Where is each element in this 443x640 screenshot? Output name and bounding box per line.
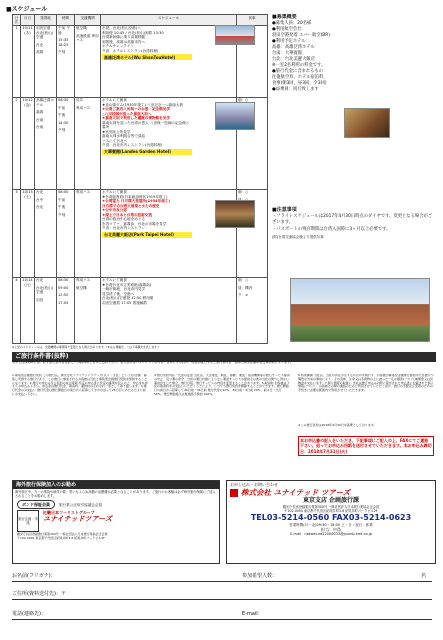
info-line: 台南：大華賓館	[272, 51, 303, 57]
schedule-highlight: ★湖上で日本と台湾の技術交流	[102, 212, 152, 217]
notes-panel	[272, 207, 436, 240]
schedule-line: ホテルにて朝食	[102, 98, 127, 103]
schedule-line: ★烏山頭ダム(1930年竣工) 八田記念一つ嘉南大圳	[102, 102, 184, 107]
company-logo-icon	[230, 489, 238, 497]
schedule-header-cell: 発着地	[35, 15, 57, 26]
info-line: 往復航空券、ホテル宿泊料、	[272, 75, 328, 81]
schedule-line: ★官田區公所見学	[102, 129, 131, 134]
day-date: 10/13 (土)	[21, 189, 35, 277]
photo-presidential-office	[290, 278, 430, 342]
schedule-line: 台湾新幹線に乗り高雄移動	[102, 35, 146, 40]
conditions-col-1: 1.募集型企画旅行契約 この旅行は、株式会社ユナイテッドツアーズ(以下「当社」という)が企画・募集し実施する旅行であり、この旅行に参加されるお客様は当社と募集型企画旅行契約を締結することになります。2.旅行の申込み及び契約の成立時期 所定の申込書に所定の事項を記入の上、申込金を添えてお申込み下さい。申込金は旅行代金、取消料、違約料のそれぞれ一部として取り扱います。3.旅行代金のお支払い 旅行代金は旅行開始日の前日から起算してさかのぼって21日目にあたる日より前にお支払い下さい。	[12, 374, 148, 396]
phone-label: 電話(連絡先)：	[12, 610, 46, 617]
schedule-line: ★台湾総督府(日本統治時代1919年竣工)	[102, 194, 168, 199]
day-times: 午前 午後 15:35 18:25 夕刻	[57, 25, 75, 97]
group-name: 近畿日本ツーリストグループ	[43, 510, 95, 516]
schedule-highlight: 日月潭での台湾大展業と水力の歴史	[102, 203, 160, 208]
info-line: 高雄：高雄泛湾ホテル	[272, 45, 315, 51]
schedule-line: 台湾の政治中心地をめぐる	[102, 217, 146, 222]
day-number: 1	[13, 25, 21, 97]
schedule-line: 出発、台北(松山空港)へ	[102, 26, 141, 31]
day-date: 10/14 (日)	[21, 277, 35, 343]
schedule-highlight: ★台中市長公邸	[102, 208, 127, 213]
schedule-line: 台北(松山)空港発 12:50 利用便	[102, 296, 154, 301]
overseas-title: 海外旅行保険加入のお勧め	[13, 481, 219, 489]
schedule-line: 嘉南大圳を造った台湾の恩人 八田與一技師の記念館と墓所	[102, 120, 190, 130]
schedule-line: ホテルにて朝食	[102, 278, 127, 283]
company-logo-text: ユナイテッドツアーズ	[43, 515, 112, 524]
schedule-line: 到着後、高雄は高雄市内へ	[102, 39, 146, 44]
conditions-subtitle: お申し込みの際には、必ず旅行条件書を詳しくお読みの上お申し込み下さい。旅行条件はパンフレットの内容・条件によるほか、別途お渡しするご旅行条件書・最終日程表記載の旅行業約款によります。	[12, 360, 294, 364]
day-transport: 専用バス 航空機	[75, 277, 101, 343]
schedule-row	[13, 277, 268, 343]
day-places: 高雄泛湾ホテル 嘉義 台南 台南	[35, 97, 57, 189]
contact-box	[226, 480, 436, 564]
info-line: ●利用航空会社：	[272, 27, 306, 33]
count-unit: 名	[420, 572, 426, 579]
schedule-header-cell: 食事	[237, 15, 268, 26]
photo-building	[215, 200, 255, 228]
info-line: 食事(朝3回、昼3回、夕3回)	[272, 81, 327, 87]
schedule-line: 一般市街地、台北市内見学	[102, 287, 146, 292]
schedule-header-cell: 時間	[57, 15, 75, 26]
conditions-date-note: ※この旅行条件は2018年4月30日を基準としております。	[298, 423, 377, 427]
day-number: 3	[13, 189, 21, 277]
day-times: 08:00 午前 午後 夕刻	[57, 189, 75, 277]
day-transport: 専用バス	[75, 189, 101, 277]
info-line: ●旅行代金に含まれるもの：	[272, 69, 328, 75]
count-label: 参加希望人数：	[242, 572, 278, 579]
day-date: 10/12 (金)	[21, 97, 35, 189]
info-line: ●添乗員：同行致します	[272, 87, 319, 93]
day-schedule	[101, 277, 237, 343]
mgr-label: 旅行企画・実施	[17, 510, 39, 532]
name-label: お名前(フリガナ)：	[12, 572, 56, 579]
form-row-address	[12, 586, 432, 600]
info-line: ●利用予定ホテル：	[272, 39, 310, 45]
email-label: E-mail：	[242, 610, 263, 617]
day-date: 10/11 (木)	[21, 25, 35, 97]
schedule-line: 夕食：台北市内レストラン	[102, 226, 146, 231]
schedule-footnote: ※上記のスケジュールは、交通機関の事情等で変更となる場合があります。(★は入場観光、☆は下車観光を表します。)	[12, 345, 160, 349]
schedule-line: 夕食：台北市内レストラン(台湾料理)	[102, 143, 163, 148]
day-transport: 航空機 高速鉄道 専用バス	[75, 25, 101, 97]
schedule-header-cell: 月日	[21, 15, 35, 26]
day-places: 台北 台北(松山)空港 羽田	[35, 277, 57, 343]
schedule-highlight: △八田技師が造った嘉南大圳へ	[102, 111, 152, 116]
day-transport: 徒歩 専用バス	[75, 97, 101, 189]
day-times: 08:30 午前 午後 14:30 夕刻	[57, 97, 75, 189]
schedule-line: ホテルチェックイン	[102, 44, 134, 49]
photo-dam	[215, 102, 255, 130]
schedule-header-cell: 日次	[13, 15, 21, 26]
day-places: 羽田空港 台北(松山)空港 台北 高雄	[35, 25, 57, 97]
schedule-header-cell: スケジュール	[101, 15, 237, 26]
note-3: (財)台湾交流協会様より提供写真	[272, 234, 324, 239]
day-number: 4	[13, 277, 21, 343]
bond-badge: ボンド保証会員	[17, 500, 55, 509]
day-number: 2	[13, 97, 21, 189]
day-places: 台北 台中 台北	[35, 189, 57, 277]
info-line: ●募集人員：20名様	[272, 21, 312, 26]
schedule-line: ★台湾台北市立美術館(嘉義南)	[102, 282, 152, 287]
schedule-header-cell: 交通機関	[75, 15, 101, 26]
schedule-highlight: ★台南ご案内八田與一のお墓・記念館見学	[102, 107, 170, 112]
contact-address: 〒102-0094 東京都千代田区紀尾井町3-6 紀尾井町パークビル2F	[284, 508, 378, 513]
contact-license: 観光庁長官登録旅行業第300号 一般社団法人日本旅行業協会正会員	[282, 504, 380, 509]
address-label: ご住所(資料送付先)：〒	[12, 590, 66, 597]
schedule-line: 市内ツアー、嘉義高、台北の市場を見学	[102, 221, 167, 226]
assoc-badge: 旅行業公正取引協議会会員	[59, 502, 103, 507]
form-row-phone	[12, 606, 432, 620]
hotel-label: 高雄泛湾ホテル(Wu ShanTouHotel)	[102, 54, 192, 60]
schedule-line: 見学終了後、空港へ	[102, 291, 135, 296]
contact-person: 担当：中島	[321, 527, 341, 533]
schedule-highlight: ★台湾電力 日月潭大発電所(1934年竣工)	[102, 199, 171, 204]
contact-branch: 東京支店 企画旅行課	[302, 497, 360, 505]
schedule-line: 夕食：ホテルレストラン(台湾料理)	[102, 48, 159, 53]
schedule-table	[12, 14, 267, 346]
contact-phone[interactable]: TEL03-5214-0560 FAX03-5214-0623	[250, 512, 412, 522]
day-meals: 朝：○	[237, 97, 268, 189]
contact-company: 株式会社 ユナイテッド ツアーズ	[241, 488, 351, 497]
overseas-box	[12, 480, 220, 564]
conditions-title: ご旅行条件書(抜粋)	[12, 352, 436, 362]
schedule-title: ■スケジュール	[6, 6, 48, 13]
day-meals: 朝：○	[237, 189, 268, 277]
info-line: 台北：台北美麗大飯店	[272, 57, 315, 63]
note-1: ・フライトスケジュールは2017年4月30日時点のダイヤです。変更となる場合がございます。	[272, 214, 433, 226]
day-times: 08:30 09:00 12:50 17:05	[57, 277, 75, 343]
conditions-col-2: 4.旅行契約内容・代金の変更 当社は、天災地変、戦乱、暴動、運送・宿泊機関等の旅行サービス提供の中止、官公署の命令、当初の運行計画によらない運送サービスの提供その他の当社の関与し得ない事由が生じた場合、旅行日程、旅行サービスの内容を変更することがあります。5.取消料 お客様は下記の取消料をお支払いいただくことにより、いつでも旅行契約を解除することができます。旅行開始日の前日から起算して40日前〜31日前 旅行代金の10%、30日前〜3日前 20%、前々日〜当日 50%、旅行開始後又は無連絡不参加 100%。	[154, 374, 290, 396]
form-row-name	[12, 568, 432, 582]
deadline-box: 本お申込書の記入をいただき、下記事項にご記入の上、FAXにてご連絡下さい。追ってお申込み用紙を送付させていただきます。本お申込み締切日：2018年7月31日(火)	[298, 436, 434, 456]
schedule-highlight: ★嘉南大圳で利用した灌漑の博物館を見学	[102, 116, 170, 121]
schedule-line: 羽田空港着 17:05 着後解散	[102, 300, 147, 305]
contact-header: お申し込み・お問い合わせ	[230, 482, 278, 487]
company-address: 観光庁長官登録旅行業第300号 一般社団法人日本旅行業協会正会員 〒102-0094 東京都千代田区紀尾井町3-6 紀尾井町パークビル2F	[17, 532, 108, 540]
conditions-body	[12, 374, 436, 474]
photo-train	[215, 25, 255, 45]
contact-email[interactable]: E-mail：nakamura12000033@jpumb.kmt.co.jp	[290, 532, 372, 537]
day-meals: 朝：○ 昼：機内 夕：×	[237, 277, 268, 343]
hotel-label: 大華賓館(Landes Garden Hotel)	[102, 149, 192, 155]
schedule-line: 利用便 10:45 / 台北(松山)到着 13:30	[102, 30, 164, 35]
schedule-line: バスにて台北へ	[102, 138, 128, 143]
info-line: ※一室2名利用の料金です。	[272, 63, 326, 69]
hotel-label: 台北美麗大飯店(Park Taipei Hotel)	[102, 232, 192, 238]
note-2: ・パスポートの残存期間は台湾入国時に3ヶ月以上必要です。	[272, 226, 391, 232]
info-line: 羽田空港発着 エバー航空(BR)	[272, 33, 330, 39]
schedule-line: 嘉南大圳水利組合等で談話	[102, 134, 146, 139]
info-title: ■募集概要	[272, 14, 297, 20]
photo-food	[344, 108, 390, 138]
schedule-line: ホテルにて朝食	[102, 190, 127, 195]
overseas-text: 海外旅行中、万一の事故や病気の際、思いもよらぬ高額の治療費が必要となることがあります。ご旅行のお客様は必ず海外旅行保険にご加入されることをお勧めします。	[15, 490, 216, 499]
info-lines	[272, 21, 436, 93]
conditions-col-3: 6.特別補償 当社は、当社の責任が生ずるか否かを問わず、お客様が募集型企画旅行参加中に急激かつ偶然な外来の事故により、その身体、生命又は手荷物の上に被った一定の損害について補償金又は見舞金を支払います。7.個人情報の取扱い 当社は旅行申込みの際に提出された申込書に記載された個人情報について、お客様との間の連絡のために利用させていただくほか、旅行の手配及び受領のための手続きに必要な範囲内で利用させていただきます。	[298, 374, 434, 392]
contact-hours: 営業時間(月〜金)09:30〜18:00 土・日・祝日：休業	[289, 522, 373, 527]
notes-title: ■注意事項	[272, 207, 297, 213]
